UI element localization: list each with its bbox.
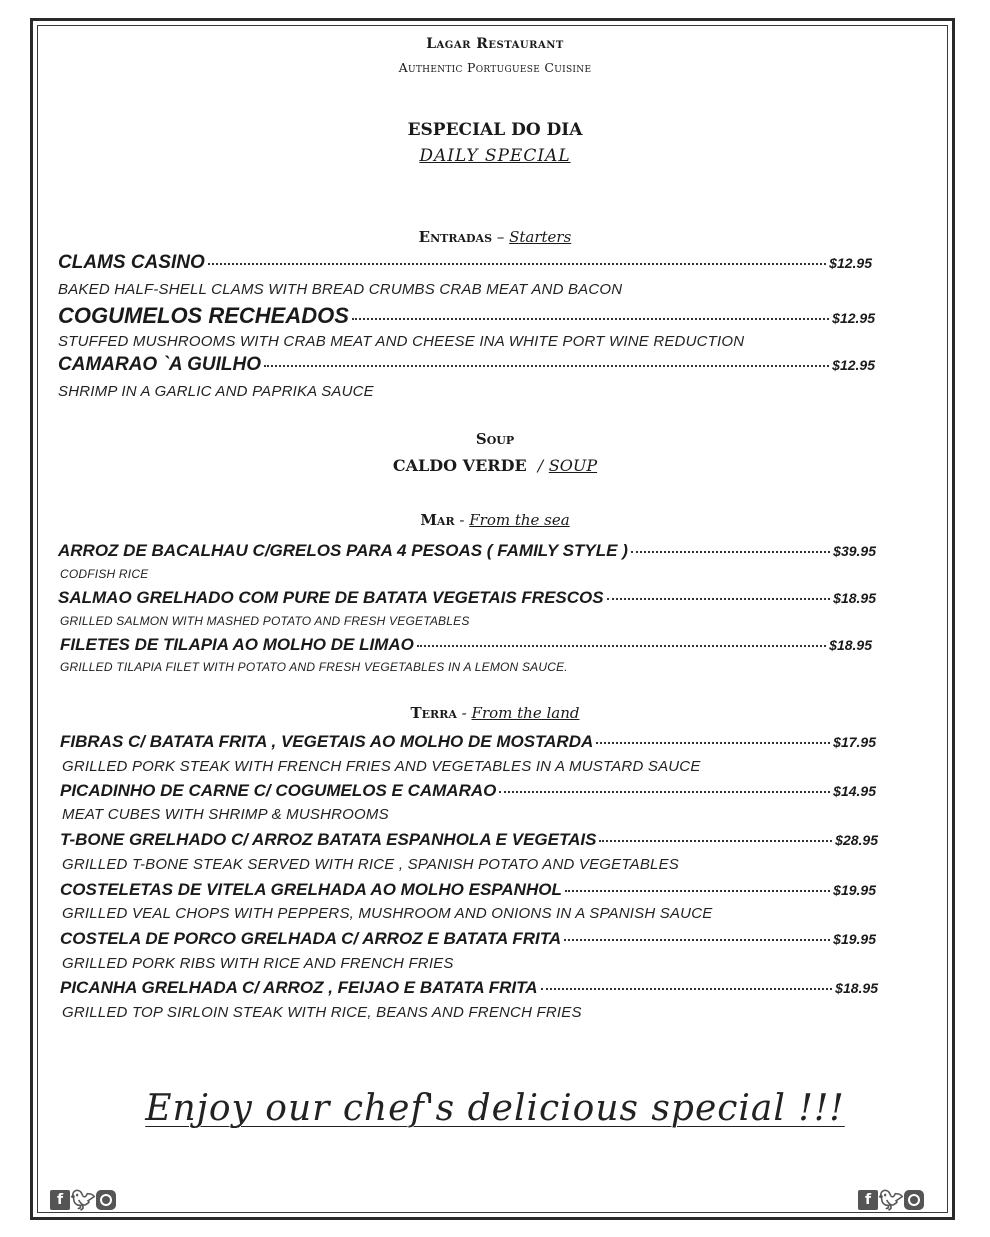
item-name: FIBRAS C/ BATATA FRITA , VEGETAIS AO MOLHO DE MOSTARDA bbox=[60, 732, 594, 751]
starters-heading-separator: – bbox=[496, 228, 505, 246]
facebook-icon: f bbox=[858, 1190, 878, 1210]
item-price: $17.95 bbox=[833, 734, 876, 750]
item-price: $18.95 bbox=[833, 590, 876, 606]
item-name: FILETES DE TILAPIA AO MOLHO DE LIMAO bbox=[60, 635, 414, 654]
item-name: ARROZ DE BACALHAU C/GRELOS PARA 4 PESOAS ( FAMILY STYLE ) bbox=[58, 541, 628, 560]
menu-item bbox=[60, 929, 876, 949]
item-description: BAKED HALF-SHELL CLAMS WITH BREAD CRUMBS CRAB MEAT AND BACON bbox=[58, 281, 623, 298]
soup-line bbox=[0, 456, 990, 475]
menu-item bbox=[60, 978, 878, 998]
item-price: $12.95 bbox=[829, 255, 872, 271]
item-name: COSTELETAS DE VITELA GRELHADA AO MOLHO ESPANHOL bbox=[60, 880, 562, 899]
dot-leader bbox=[596, 742, 830, 744]
closing-message: Enjoy our chef's delicious special !!! bbox=[145, 1088, 845, 1129]
item-price: $28.95 bbox=[835, 832, 878, 848]
menu-item bbox=[58, 354, 875, 376]
menu-item bbox=[60, 635, 872, 655]
item-description: STUFFED MUSHROOMS WITH CRAB MEAT AND CHEESE INA WHITE PORT WINE REDUCTION bbox=[58, 333, 745, 350]
item-description: CODFISH RICE bbox=[60, 567, 149, 581]
item-name: CAMARAO `A GUILHO bbox=[58, 354, 261, 375]
item-price: $18.95 bbox=[835, 980, 878, 996]
restaurant-name: Lagar Restaurant bbox=[426, 36, 564, 52]
special-title: ESPECIAL DO DIA bbox=[407, 120, 583, 140]
item-price: $14.95 bbox=[833, 783, 876, 799]
menu-item bbox=[60, 830, 878, 850]
menu-item bbox=[60, 880, 876, 900]
twitter-icon: 🐦︎ bbox=[878, 1188, 904, 1212]
item-description: GRILLED T-BONE STEAK SERVED WITH RICE , SPANISH POTATO AND VEGETABLES bbox=[62, 856, 679, 873]
dot-leader bbox=[208, 263, 826, 265]
restaurant-tagline: Authentic Portuguese Cuisine bbox=[398, 60, 592, 75]
special-subtitle: DAILY SPECIAL bbox=[419, 146, 571, 166]
soup-name-en: SOUP bbox=[548, 456, 598, 475]
sea-heading-en: From the sea bbox=[469, 511, 570, 529]
item-name: CLAMS CASINO bbox=[58, 252, 205, 273]
item-price: $18.95 bbox=[829, 637, 872, 653]
menu-item bbox=[58, 303, 875, 329]
dot-leader bbox=[565, 890, 830, 892]
land-heading-separator: - bbox=[461, 704, 467, 722]
item-name: PICADINHO DE CARNE C/ COGUMELOS E CAMARAO bbox=[60, 781, 497, 800]
facebook-icon: f bbox=[50, 1190, 70, 1210]
item-name: SALMAO GRELHADO COM PURE DE BATATA VEGETAIS FRESCOS bbox=[58, 588, 604, 607]
dot-leader bbox=[352, 318, 829, 320]
dot-leader bbox=[631, 551, 830, 553]
item-description: GRILLED VEAL CHOPS WITH PEPPERS, MUSHROOM AND ONIONS IN A SPANISH SAUCE bbox=[62, 905, 713, 922]
dot-leader bbox=[417, 645, 826, 647]
item-name: T-BONE GRELHADO C/ ARROZ BATATA ESPANHOLA E VEGETAIS bbox=[60, 830, 597, 849]
land-heading-pt: Terra bbox=[410, 704, 457, 722]
soup-heading: Soup bbox=[475, 430, 515, 448]
starters-heading bbox=[0, 228, 990, 246]
menu-item bbox=[58, 588, 876, 608]
land-heading bbox=[0, 704, 990, 722]
social-icons-left bbox=[50, 1190, 116, 1210]
item-description: GRILLED PORK RIBS WITH RICE AND FRENCH FRIES bbox=[62, 955, 454, 972]
dot-leader bbox=[564, 939, 830, 941]
item-description: GRILLED TOP SIRLOIN STEAK WITH RICE, BEANS AND FRENCH FRIES bbox=[62, 1004, 582, 1021]
menu-item bbox=[60, 781, 876, 801]
item-description: GRILLED TILAPIA FILET WITH POTATO AND FRESH VEGETABLES IN A LEMON SAUCE. bbox=[60, 660, 568, 674]
item-description: GRILLED SALMON WITH MASHED POTATO AND FRESH VEGETABLES bbox=[60, 614, 470, 628]
dot-leader bbox=[599, 840, 832, 842]
item-name: PICANHA GRELHADA C/ ARROZ , FEIJAO E BATATA FRITA bbox=[60, 978, 538, 997]
sea-heading bbox=[0, 511, 990, 529]
dot-leader bbox=[541, 988, 833, 990]
starters-heading-en: Starters bbox=[509, 228, 572, 246]
instagram-icon bbox=[904, 1190, 924, 1210]
item-price: $39.95 bbox=[833, 543, 876, 559]
land-heading-en: From the land bbox=[471, 704, 580, 722]
item-name: COGUMELOS RECHEADOS bbox=[58, 303, 349, 328]
item-name: COSTELA DE PORCO GRELHADA C/ ARROZ E BATATA FRITA bbox=[60, 929, 562, 948]
starters-heading-pt: Entradas bbox=[418, 228, 493, 246]
item-description: MEAT CUBES WITH SHRIMP & MUSHROOMS bbox=[62, 806, 389, 823]
dot-leader bbox=[264, 365, 829, 367]
twitter-icon: 🐦︎ bbox=[70, 1188, 96, 1212]
sea-heading-pt: Mar bbox=[420, 511, 455, 529]
sea-heading-separator: - bbox=[459, 511, 465, 529]
item-price: $19.95 bbox=[833, 882, 876, 898]
menu-item bbox=[58, 252, 872, 274]
social-icons-right bbox=[858, 1190, 924, 1210]
menu-item bbox=[58, 541, 876, 561]
item-price: $12.95 bbox=[832, 357, 875, 373]
item-description: SHRIMP IN A GARLIC AND PAPRIKA SAUCE bbox=[58, 383, 374, 400]
dot-leader bbox=[607, 598, 831, 600]
soup-separator: / bbox=[537, 456, 544, 475]
dot-leader bbox=[499, 791, 830, 793]
item-price: $19.95 bbox=[833, 931, 876, 947]
item-description: GRILLED PORK STEAK WITH FRENCH FRIES AND VEGETABLES IN A MUSTARD SAUCE bbox=[62, 758, 701, 775]
soup-name-pt: CALDO VERDE bbox=[392, 456, 527, 475]
instagram-icon bbox=[96, 1190, 116, 1210]
menu-item bbox=[60, 732, 876, 752]
item-price: $12.95 bbox=[832, 310, 875, 326]
